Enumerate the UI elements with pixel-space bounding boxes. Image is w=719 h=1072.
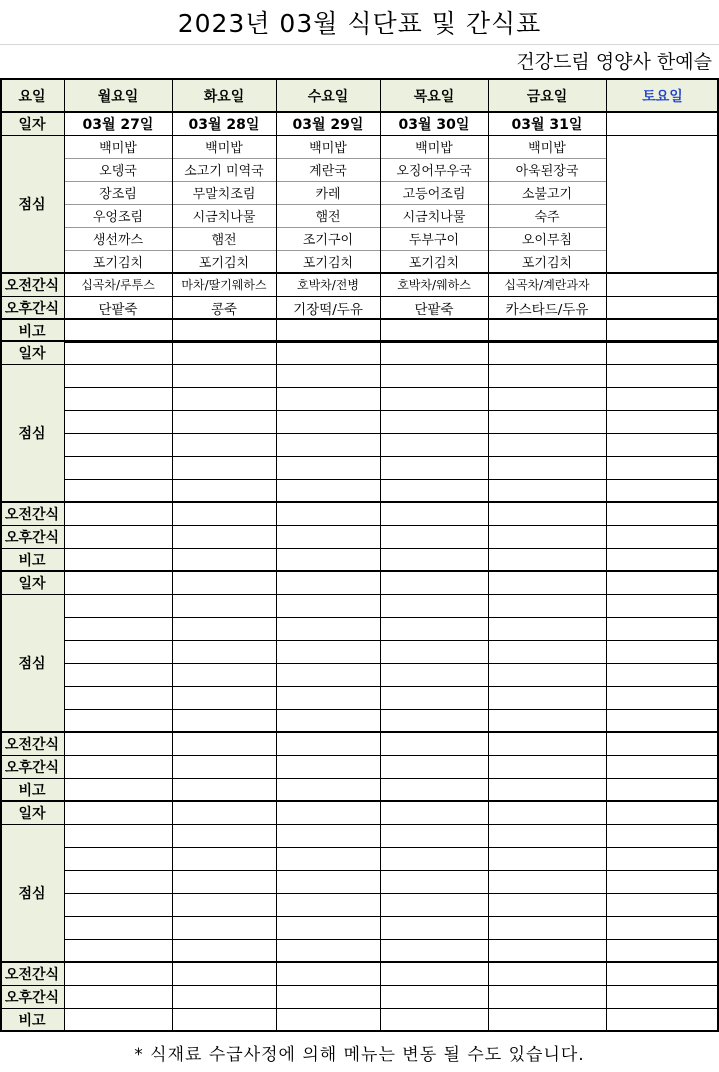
grid-line [64, 870, 719, 871]
lunch-label: 점심 [0, 135, 64, 273]
date-cell: 03월 30일 [398, 116, 470, 133]
lunch-dish: 백미밥 [528, 141, 566, 156]
grid-line [64, 433, 719, 434]
lunch-dish: 계란국 [309, 164, 347, 179]
grid-line [0, 501, 719, 503]
date-label: 일자 [0, 341, 64, 364]
grid-line [0, 778, 719, 779]
grid-line [64, 410, 719, 411]
grid-line [0, 111, 719, 113]
grid-line [0, 594, 719, 595]
grid-line [380, 79, 381, 1031]
remarks-label: 비고 [0, 1008, 64, 1031]
grid-line [64, 939, 719, 940]
lunch-dish: 햄전 [315, 210, 341, 225]
grid-line [64, 663, 719, 664]
remarks-label: 비고 [0, 548, 64, 571]
date-cell: 03월 29일 [292, 116, 364, 133]
pm-snack-label: 오후간식 [0, 525, 64, 548]
day-header: 월요일 [64, 79, 172, 112]
grid-line [0, 824, 719, 825]
grid-line [0, 570, 719, 572]
grid-line [64, 79, 65, 1031]
grid-line [0, 1008, 719, 1009]
day-header: 화요일 [172, 79, 276, 112]
pm-snack-cell: 기장떡/두유 [293, 301, 363, 318]
footnote: * 식재료 수급사정에 의해 메뉴는 변동 될 수도 있습니다. [134, 1044, 585, 1065]
grid-line [0, 272, 719, 274]
pm-snack-cell: 콩죽 [210, 301, 238, 318]
remarks-label: 비고 [0, 319, 64, 342]
grid-line [64, 158, 606, 159]
lunch-dish: 조기구이 [302, 233, 354, 248]
grid-line [0, 340, 719, 342]
grid-line [606, 79, 607, 1031]
grid-line [0, 318, 719, 320]
lunch-dish: 시금치나물 [402, 210, 466, 225]
lunch-dish: 고등어조림 [402, 187, 466, 202]
am-snack-cell: 십곡차/계란과자 [504, 278, 590, 292]
grid-line [0, 985, 719, 986]
day-header: 금요일 [488, 79, 606, 112]
grid-line [0, 135, 719, 136]
grid-line [64, 640, 719, 641]
lunch-dish: 무말치조림 [192, 187, 256, 202]
am-snack-cell: 호박차/전병 [296, 278, 359, 292]
grid-line [0, 78, 719, 80]
lunch-dish: 아욱된장국 [515, 164, 579, 179]
grid-line [0, 800, 719, 802]
lunch-dish: 오징어무우국 [396, 164, 472, 179]
lunch-dish: 생선까스 [92, 233, 144, 248]
lunch-dish: 소불고기 [521, 187, 573, 202]
lunch-dish: 카레 [315, 187, 341, 202]
lunch-label: 점심 [0, 594, 64, 732]
lunch-dish: 우엉조림 [92, 210, 144, 225]
lunch-dish: 소고기 미역국 [184, 164, 264, 179]
lunch-dish: 포기김치 [92, 256, 144, 271]
grid-line [0, 961, 719, 963]
weekday-label: 요일 [0, 79, 64, 112]
am-snack-cell: 마차/딸기웨하스 [181, 278, 267, 292]
date-label: 일자 [0, 112, 64, 135]
author-line: 건강드림 영양사 한예슬 [516, 51, 712, 73]
lunch-dish: 백미밥 [205, 141, 243, 156]
lunch-dish: 포기김치 [408, 256, 460, 271]
grid-line [64, 617, 719, 618]
am-snack-label: 오전간식 [0, 502, 64, 525]
am-snack-cell: 십곡차/루투스 [81, 278, 155, 292]
date-cell: 03월 31일 [511, 116, 583, 133]
pm-snack-label: 오후간식 [0, 985, 64, 1008]
am-snack-label: 오전간식 [0, 732, 64, 755]
lunch-dish: 오이무침 [521, 233, 573, 248]
grid-line [64, 227, 606, 228]
grid-line [64, 686, 719, 687]
grid-line [64, 250, 606, 251]
grid-line [64, 709, 719, 710]
lunch-dish: 포기김치 [198, 256, 250, 271]
day-header: 수요일 [276, 79, 380, 112]
lunch-dish: 숙주 [534, 210, 560, 225]
lunch-label: 점심 [0, 364, 64, 502]
grid-line [488, 79, 489, 1031]
date-label: 일자 [0, 571, 64, 594]
lunch-dish: 백미밥 [309, 141, 347, 156]
lunch-dish: 포기김치 [302, 256, 354, 271]
pm-snack-cell: 카스타드/두유 [505, 301, 589, 318]
pm-snack-cell: 단팥죽 [98, 301, 138, 318]
lunch-label: 점심 [0, 824, 64, 962]
grid-line [64, 456, 719, 457]
grid-line [0, 525, 719, 526]
grid-line [0, 548, 719, 549]
day-header: 목요일 [380, 79, 488, 112]
grid-line [64, 916, 719, 917]
grid-line [64, 204, 606, 205]
date-cell: 03월 28일 [188, 116, 260, 133]
grid-line [64, 847, 719, 848]
pm-snack-label: 오후간식 [0, 296, 64, 319]
lunch-dish: 햄전 [211, 233, 237, 248]
grid-line [0, 296, 719, 297]
grid-line [0, 79, 2, 1031]
grid-line [0, 731, 719, 733]
grid-line [64, 893, 719, 894]
am-snack-cell: 호박차/웨하스 [397, 278, 471, 292]
pm-snack-cell: 단팥죽 [414, 301, 454, 318]
lunch-dish: 백미밥 [415, 141, 453, 156]
lunch-dish: 백미밥 [99, 141, 137, 156]
grid-line [64, 181, 606, 182]
pm-snack-label: 오후간식 [0, 755, 64, 778]
lunch-dish: 장조림 [99, 187, 137, 202]
day-header: 토요일 [606, 79, 719, 112]
grid-line [172, 79, 173, 1031]
grid-line [0, 364, 719, 365]
remarks-label: 비고 [0, 778, 64, 801]
lunch-dish: 두부구이 [408, 233, 460, 248]
am-snack-label: 오전간식 [0, 962, 64, 985]
date-label: 일자 [0, 801, 64, 824]
grid-line [64, 479, 719, 480]
am-snack-label: 오전간식 [0, 273, 64, 296]
lunch-dish: 오뎅국 [99, 164, 137, 179]
grid-line [0, 755, 719, 756]
lunch-dish: 포기김치 [521, 256, 573, 271]
date-cell: 03월 27일 [82, 116, 154, 133]
lunch-dish: 시금치나물 [192, 210, 256, 225]
grid-line [276, 79, 277, 1031]
page-title: 2023년 03월 식단표 및 간식표 [0, 0, 719, 45]
grid-line [64, 387, 719, 388]
